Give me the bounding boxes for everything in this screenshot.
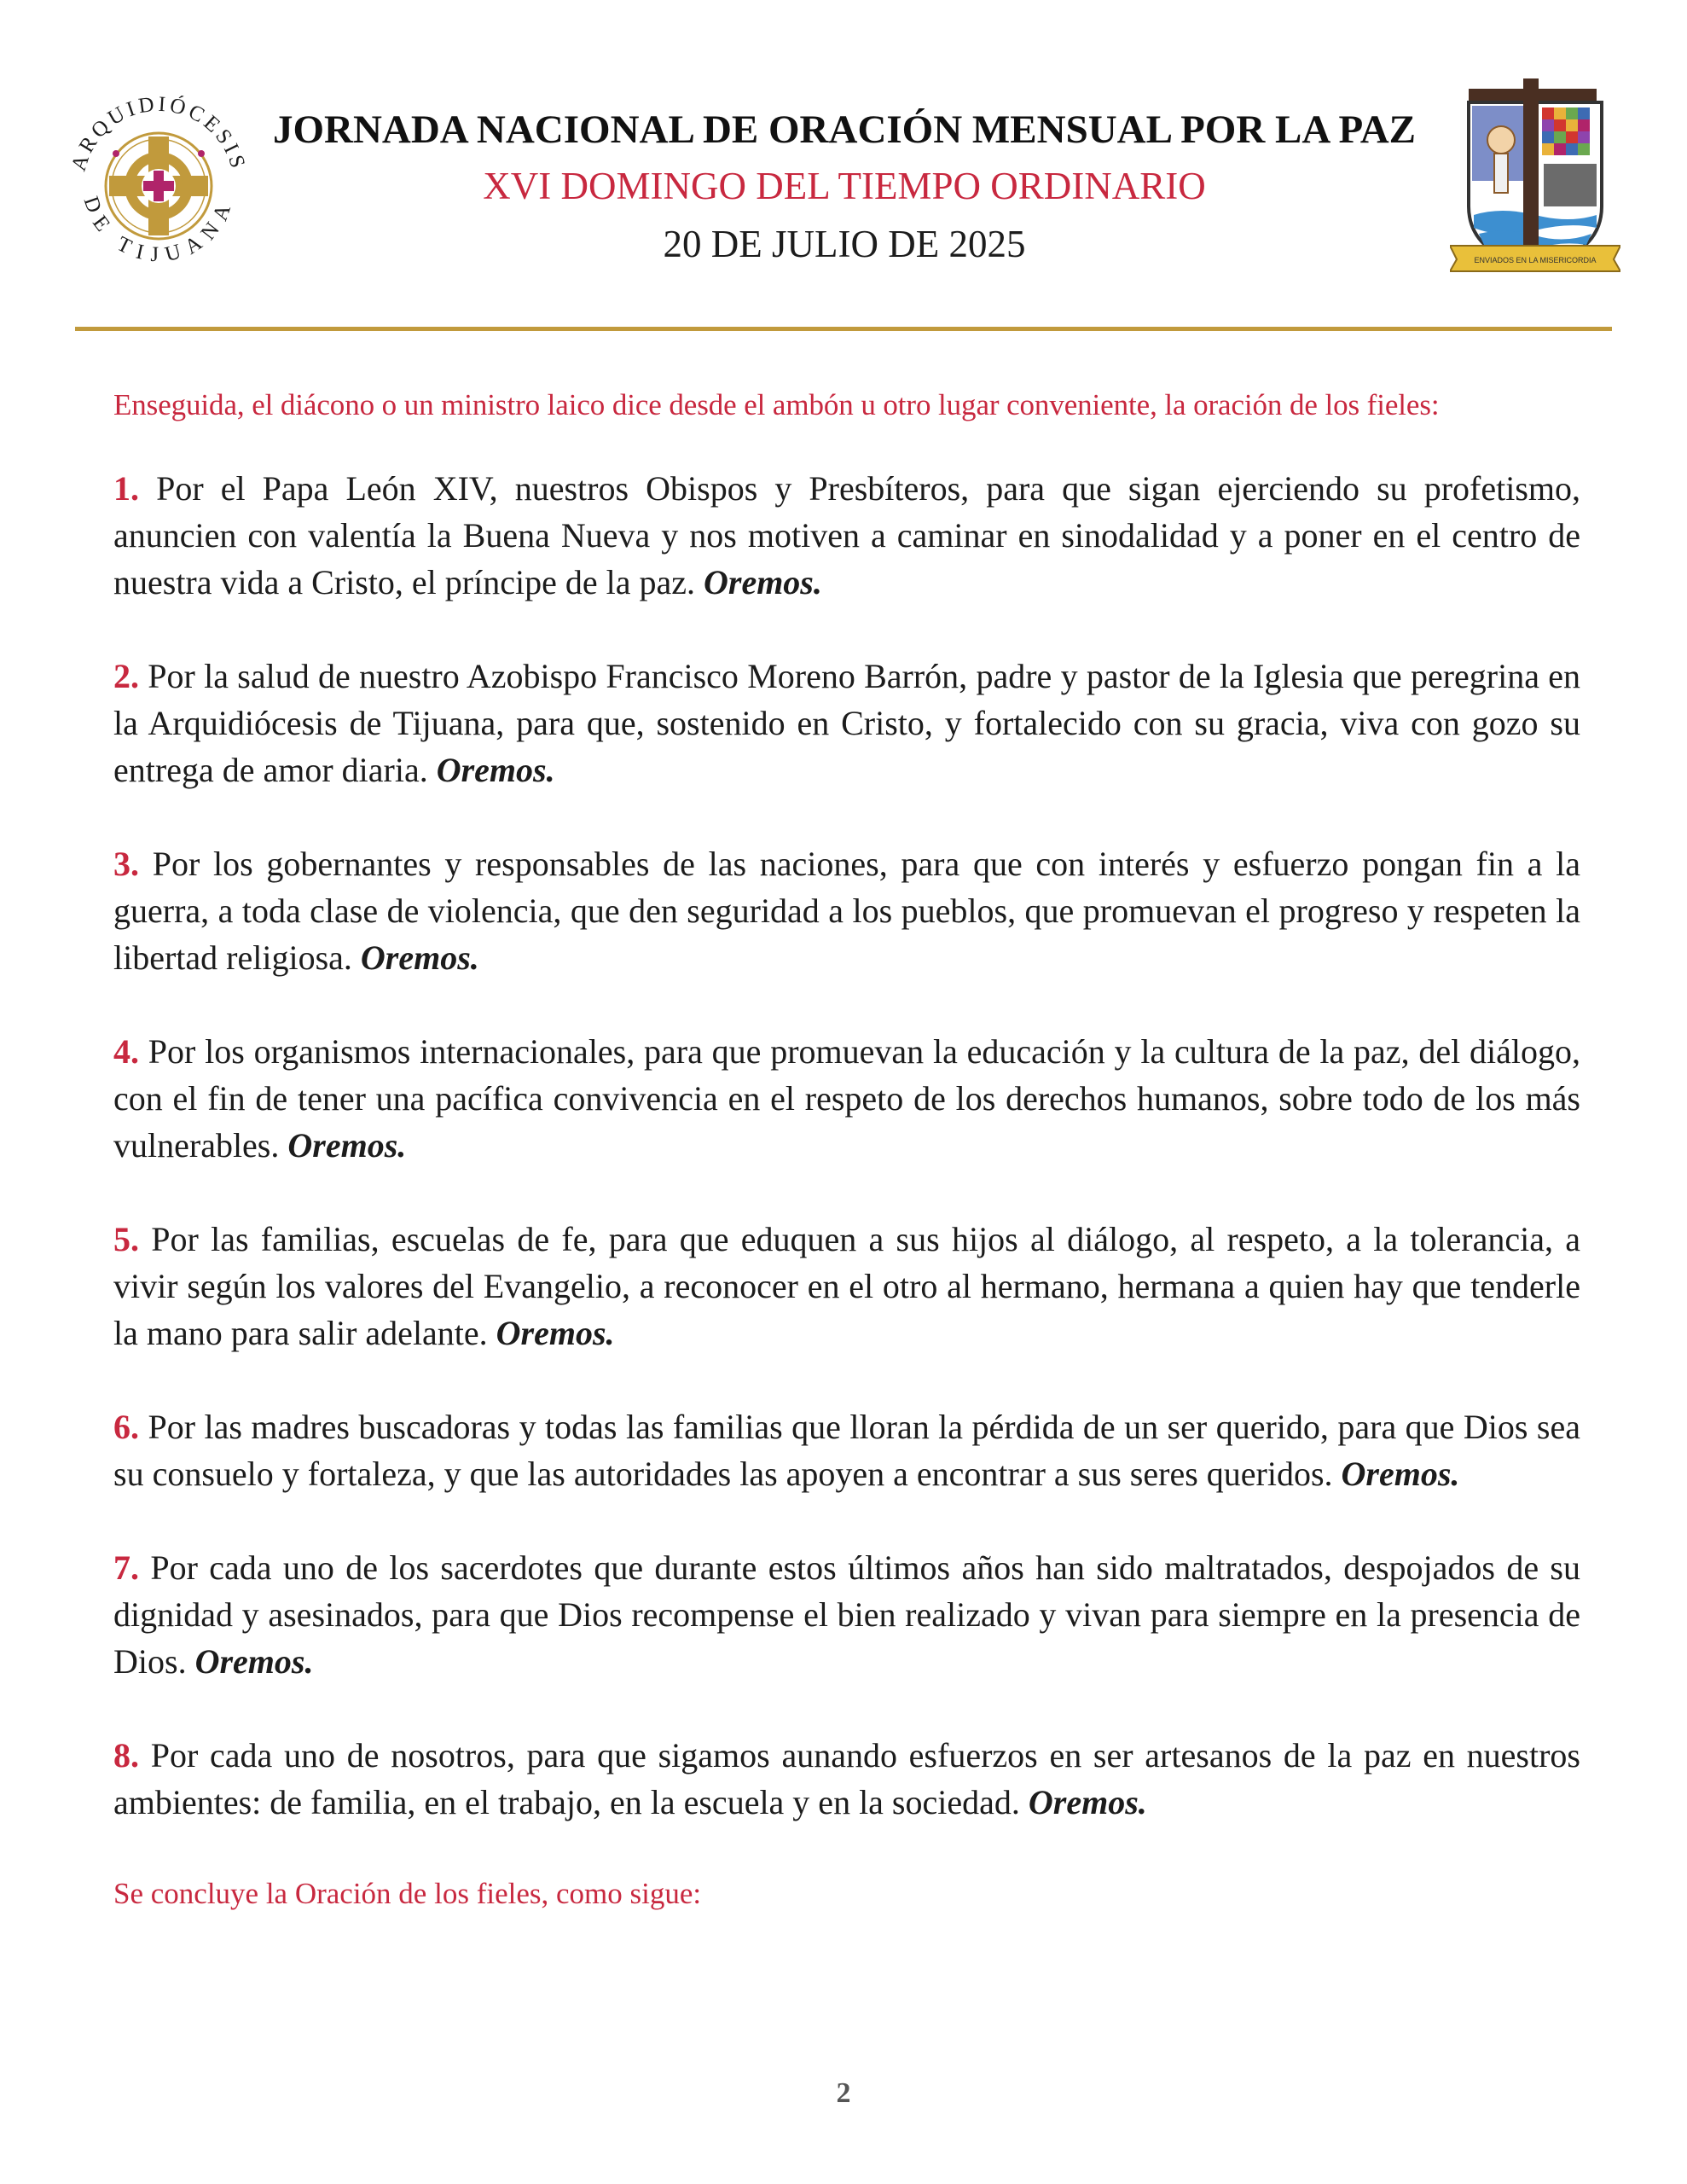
- svg-text:DE TIJUANA: DE TIJUANA: [78, 193, 239, 267]
- svg-text:ENVIADOS EN LA MISERICORDIA: ENVIADOS EN LA MISERICORDIA: [1474, 256, 1597, 264]
- intentions-list: [113, 465, 1580, 1826]
- response: Oremos.: [194, 1642, 314, 1681]
- intention-item: [113, 465, 1580, 606]
- intention-number: 1.: [113, 469, 139, 508]
- liturgical-day: XVI DOMINGO DEL TIEMPO ORDINARIO: [483, 165, 1206, 207]
- intention-text: Por las madres buscadoras y todas las familias que lloran la pérdida de un ser querido, para que Dios sea su consuelo y fortaleza, y que las autoridades las apoyen a encontrar a sus seres queridos.: [113, 1408, 1581, 1493]
- intention-number: 3.: [113, 845, 139, 883]
- document-date: 20 DE JULIO DE 2025: [663, 223, 1026, 265]
- response: Oremos.: [496, 1314, 615, 1352]
- intention-number: 8.: [113, 1736, 139, 1774]
- svg-text:ARQUIDIÓCESIS: ARQUIDIÓCESIS: [67, 92, 251, 174]
- prayer-content: [113, 384, 1580, 1915]
- archdiocese-logo: [65, 85, 252, 273]
- intention-text: Por cada uno de nosotros, para que sigamos aunando esfuerzos en ser artesanos de la paz en nuestros ambientes: de familia, en el trabajo, en la escuela y en la sociedad.: [113, 1736, 1581, 1821]
- intention-item: [113, 1028, 1580, 1169]
- intention-number: 6.: [113, 1408, 139, 1446]
- page-header: [0, 0, 1687, 341]
- header-titles: [256, 102, 1433, 273]
- page-number: 2: [836, 2077, 851, 2109]
- intention-item: [113, 653, 1580, 793]
- intention-text: Por cada uno de los sacerdotes que durante estos últimos años han sido maltratados, despojados de su dignidad y asesinados, para que Dios recompense el bien realizado y vivan para siempre en la presencia de Dios.: [113, 1548, 1580, 1681]
- intention-number: 7.: [113, 1548, 139, 1587]
- response: Oremos.: [287, 1126, 407, 1165]
- intention-text: Por las familias, escuelas de fe, para que eduquen a sus hijos al diálogo, al respeto, a la tolerancia, a vivir según los valores del Evangelio, a reconocer en el otro al hermano, hermana a quien hay que tenderle la mano para salir adelante.: [113, 1220, 1581, 1352]
- response: Oremos.: [1341, 1455, 1460, 1493]
- intention-item: [113, 1403, 1580, 1497]
- intention-text: Por la salud de nuestro Azobispo Francisco Moreno Barrón, padre y pastor de la Iglesia que peregrina en la Arquidiócesis de Tijuana, para que, sostenido en Cristo, y fortalecido con su gracia, viva con gozo su entrega de amor diaria.: [113, 657, 1581, 789]
- closing-rubric: Se concluye la Oración de los fieles, como sigue:: [113, 1877, 702, 1910]
- intention-text: Por los organismos internacionales, para que promuevan la educación y la cultura de la paz, del diálogo, con el fin de tener una pacífica convivencia en el respeto de los derechos humanos, sobre todo de los más vulnerables.: [113, 1032, 1581, 1165]
- header-divider: [75, 327, 1612, 331]
- intention-item: [113, 840, 1580, 981]
- response: Oremos.: [436, 751, 555, 789]
- response: Oremos.: [360, 938, 479, 977]
- intention-item: [113, 1732, 1580, 1826]
- coat-of-arms-logo: [1450, 78, 1620, 276]
- response: Oremos.: [703, 563, 822, 601]
- intention-text: Por el Papa León XIV, nuestros Obispos y Presbíteros, para que sigan ejerciendo su profetismo, anuncien con valentía la Buena Nueva y nos motiven a caminar en sinodalidad y a poner en el centro de nuestra vida a Cristo, el príncipe de la paz.: [113, 469, 1581, 601]
- response: Oremos.: [1028, 1783, 1147, 1821]
- intention-number: 2.: [113, 657, 139, 695]
- intention-text: Por los gobernantes y responsables de las naciones, para que con interés y esfuerzo pongan fin a la guerra, a toda clase de violencia, que den seguridad a los pueblos, que promuevan el progreso y respeten la libertad religiosa.: [113, 845, 1581, 977]
- document-title: JORNADA NACIONAL DE ORACIÓN MENSUAL POR LA PAZ: [272, 107, 1417, 152]
- intention-number: 5.: [113, 1220, 139, 1258]
- intention-item: [113, 1216, 1580, 1356]
- intention-number: 4.: [113, 1032, 139, 1071]
- intro-rubric: Enseguida, el diácono o un ministro laico dice desde el ambón u otro lugar conveniente, la oración de los fieles:: [113, 388, 1440, 421]
- intention-item: [113, 1544, 1580, 1685]
